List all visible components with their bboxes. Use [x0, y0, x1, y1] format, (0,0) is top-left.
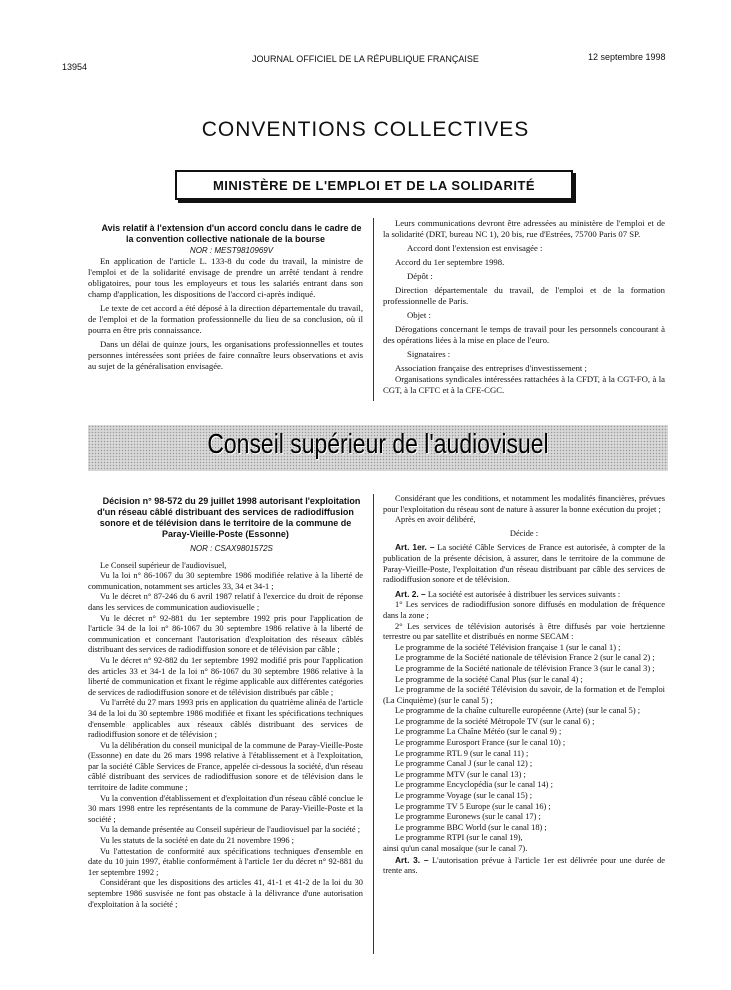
programme-item: Le programme RTPI (sur le canal 19),	[395, 833, 523, 843]
section-title: CONVENTIONS COLLECTIVES	[201, 118, 530, 141]
programme-item: Le programme BBC World (sur le canal 18) ;	[395, 822, 547, 832]
decide-label: Décide :	[509, 528, 539, 538]
programme-item: Le programme RTL 9 (sur le canal 11) ;	[395, 748, 529, 758]
journal-title: JOURNAL OFFICIEL DE LA RÉPUBLIQUE FRANÇAISE	[252, 54, 479, 64]
accord-label: Accord dont l'extension est envisagée :	[407, 243, 543, 253]
service-radio: 1° Les services de radiodiffusion sonore diffusés en modulation de fréquence dans la zone ;	[383, 600, 665, 620]
avis-right-column	[383, 218, 665, 396]
visa: Vu le décret n° 92-881 du 1er septembre 1992 pris pour l'application de l'article 34 de la loi n° 86-1067 du 30 septembre 1986 relative à la liberté de communication et concernant l'autorisation d'exploitation des réseaux câblés distribuant des services de radiodiffusion sonore et de télévision par câble ;	[88, 613, 363, 655]
decision-title: Décision n° 98-572 du 29 juillet 1998 autorisant l'exploitation d'un réseau câblé distribuant des services de radiodiffusion sonore et de télévision dans le territoire de la commune de Paray-Vieille-Poste (Essonne)	[97, 496, 361, 539]
visa: Vu l'arrêté du 27 mars 1993 pris en application du quatrième alinéa de l'article 34 de la loi du 30 septembre 1986 modifiée et fixant les spécifications techniques d'ensemble applicables aux réseaux câblés distribuant des services de radiodiffusion sonore et de télévision ;	[88, 698, 363, 740]
avis-address: Leurs communications devront être adressées au ministère de l'emploi et de la solidarité (DRT, bureau NC 1), 20 bis, rue d'Estrées, 75700 Paris 07 SP.	[383, 218, 665, 239]
depot-label: Dépôt :	[407, 271, 433, 281]
article-2	[383, 589, 665, 601]
issue-date: 12 septembre 1998	[588, 52, 666, 62]
avis-title: Avis relatif à l'extension d'un accord conclu dans le cadre de la convention collective nationale de la bourse	[101, 223, 362, 244]
article-3-label: Art. 3. –	[395, 854, 429, 865]
visa: Vu l'attestation de conformité aux spécifications techniques d'ensemble en date du 10 juin 1997, établie conformément à l'article 1er du décret n° 92-881 du 1er septembre 1992 ;	[88, 846, 363, 877]
programme-item: Le programme Eurosport France (sur le canal 10) ;	[395, 738, 566, 748]
avis-paragraph: Le texte de cet accord a été déposé à la direction départementale du travail, de l'emploi et de la formation professionnelle du lieu de sa conclusion, où il pourra en être pris connaissance.	[88, 303, 363, 335]
programme-item: Le programme Encyclopédia (sur le canal 14) ;	[395, 780, 553, 790]
avis-nor-text: NOR : MESТ9810969V	[189, 246, 274, 255]
article-2-text: La société est autorisée à distribuer les services suivants :	[427, 589, 621, 599]
depot-value: Direction départementale du travail, de l'emploi et de la formation professionnelle de Paris.	[383, 285, 665, 306]
visa: Vu la loi n° 86-1067 du 30 septembre 1986 modifiée relative à la liberté de communication, notamment ses articles 33, 34 et 34-1 ;	[88, 571, 363, 591]
programme-item: Le programme Canal J (sur le canal 12) ;	[395, 759, 533, 769]
visa: Considérant que les dispositions des articles 41, 41-1 et 41-2 de la loi du 30 septembre 1986 susvisée ne font pas obstacle à la délivrance d'une autorisation d'exploitation à la société ;	[88, 878, 363, 909]
programme-item: Le programme La Chaîne Météo (sur le canal 9) ;	[395, 727, 562, 737]
programme-item: Le programme Euronews (sur le canal 17) ;	[395, 812, 541, 822]
article-1-label: Art. 1er. –	[395, 542, 435, 553]
visa: Vu la délibération du conseil municipal de la commune de Paray-Vieille-Poste (Essonne) en date du 26 mars 1998 relative à l'établissement et à l'exploitation, par la société Câble Services de France, appelée ci-dessous la société, d'un réseau câblé distribuant des services de radiodiffusion sonore et de télévision dans le territoire de ladite commune ;	[88, 740, 363, 793]
column-divider	[373, 218, 374, 401]
article-3-text: L'autorisation prévue à l'article 1er est délivrée pour une durée de trente ans.	[383, 855, 666, 876]
service-tv: 2° Les services de télévision autorisés à être diffusés par voie hertzienne terrestre ou par satellite et distribués en norme SECAM :	[383, 621, 665, 642]
visa: Vu le décret n° 87-246 du 6 avril 1987 relatif à l'exercice du droit de réponse dans les services de communication audiovisuelle ;	[88, 592, 363, 612]
objet-label: Objet :	[407, 310, 431, 320]
programme-item: Le programme MTV (sur le canal 13) ;	[395, 769, 526, 779]
visa: Vu la demande présentée au Conseil supérieur de l'audiovisuel par la société ;	[100, 825, 361, 835]
objet-value: Dérogations concernant le temps de travail pour les personnels concourant à des opérations liées à la mise en place de l'euro.	[383, 324, 665, 345]
programme-item: Le programme Voyage (sur le canal 15) ;	[395, 791, 533, 801]
ministry-banner	[175, 170, 573, 200]
signataire: Association française des entreprises d'investissement ;	[395, 363, 587, 373]
signataires-label: Signataires :	[407, 349, 451, 359]
avis-left-column	[88, 223, 363, 372]
signataire: Organisations syndicales intéressées rattachées à la CFDT, à la CGT-FO, à la CGT, à la CFTC et à la CFE-CGC.	[383, 374, 665, 395]
avis-nor	[88, 245, 363, 256]
csa-title: Conseil supérieur de l'audiovisuel	[207, 428, 549, 459]
visa: Vu le décret n° 92-882 du 1er septembre 1992 modifié pris pour l'application des articles 33 et 34-1 de la loi n° 86-1067 du 30 septembre 1986 relative à la liberté de communication et fixant le régime applicable aux différentes catégories de services de radiodiffusion sonore et de télévision distribués par câble ;	[88, 655, 363, 697]
programme-item: Le programme de la société Télévision du savoir, de la formation et de l'emploi (La Cinquième) (sur le canal 5) ;	[383, 685, 665, 705]
avis-paragraph: En application de l'article L. 133-8 du code du travail, la ministre de l'emploi et de la solidarité envisage de prendre un arrêté tendant à rendre obligatoires, pour tous les employeurs et tous les salariés entrant dans son champ d'application, les dispositions de l'accord ci-après indiqué.	[88, 256, 363, 299]
accord-value: Accord du 1er septembre 1998.	[395, 257, 505, 267]
programme-item: Le programme de la société Canal Plus (sur le canal 4) ;	[395, 674, 583, 684]
programme-item: Le programme de la chaîne culturelle européenne (Arte) (sur le canal 5) ;	[395, 706, 641, 716]
visa: Vu la convention d'établissement et d'exploitation d'un réseau câblé conclue le 30 mars 1998 entre les représentants de la commune de Paray-Vieille-Poste et la société ;	[88, 793, 363, 824]
decision-nor-text: NOR : CSAX9801572S	[190, 544, 273, 553]
avis-paragraph: Dans un délai de quinze jours, les organisations professionnelles et toutes personnes intéressées sont priées de faire connaître leurs observations et avis au sujet de la généralisation envisagée.	[88, 339, 363, 371]
article-1	[383, 542, 665, 585]
decision-nor	[88, 544, 363, 555]
article-1-text: La société Câble Services de France est autorisée, à compter de la publication de la présente décision, à assurer, dans le territoire de la commune de Paray-Vieille-Poste, l'exploitation d'un réseau distribuant par câble des services de radiodiffusion sonore et de télévision.	[383, 543, 665, 585]
programme-item: Le programme de la Société nationale de télévision France 2 (sur le canal 2) ;	[395, 653, 655, 663]
visa: Vu les statuts de la société en date du 21 novembre 1996 ;	[100, 836, 294, 846]
page-number: 13954	[62, 62, 88, 72]
mosaique: ainsi qu'un canal mosaïque (sur le canal 7).	[383, 844, 528, 853]
article-3	[383, 855, 665, 877]
decision-right-column	[383, 494, 665, 877]
programme-item: Le programme de la société Métropole TV (sur le canal 6) ;	[395, 716, 595, 726]
visa: Le Conseil supérieur de l'audiovisuel,	[100, 560, 227, 570]
considerant: Considérant que les conditions, et notamment les modalités financières, prévues pour l'exploitation du réseau sont de nature à assurer la bonne exécution du projet ;	[383, 494, 665, 514]
decision-left-column	[88, 496, 363, 910]
ministry-name: MINISTÈRE DE L'EMPLOI ET DE LA SOLIDARITÉ	[212, 177, 536, 193]
programme-item: Le programme de la Société nationale de télévision France 3 (sur le canal 3) ;	[395, 663, 655, 673]
article-2-label: Art. 2. –	[395, 588, 426, 599]
programme-item: Le programme TV 5 Europe (sur le canal 16) ;	[395, 801, 551, 811]
programme-item: Le programme de la société Télévision française 1 (sur le canal 1) ;	[395, 642, 621, 652]
column-divider	[373, 494, 374, 954]
apres-deliberation: Après en avoir délibéré,	[395, 515, 476, 525]
